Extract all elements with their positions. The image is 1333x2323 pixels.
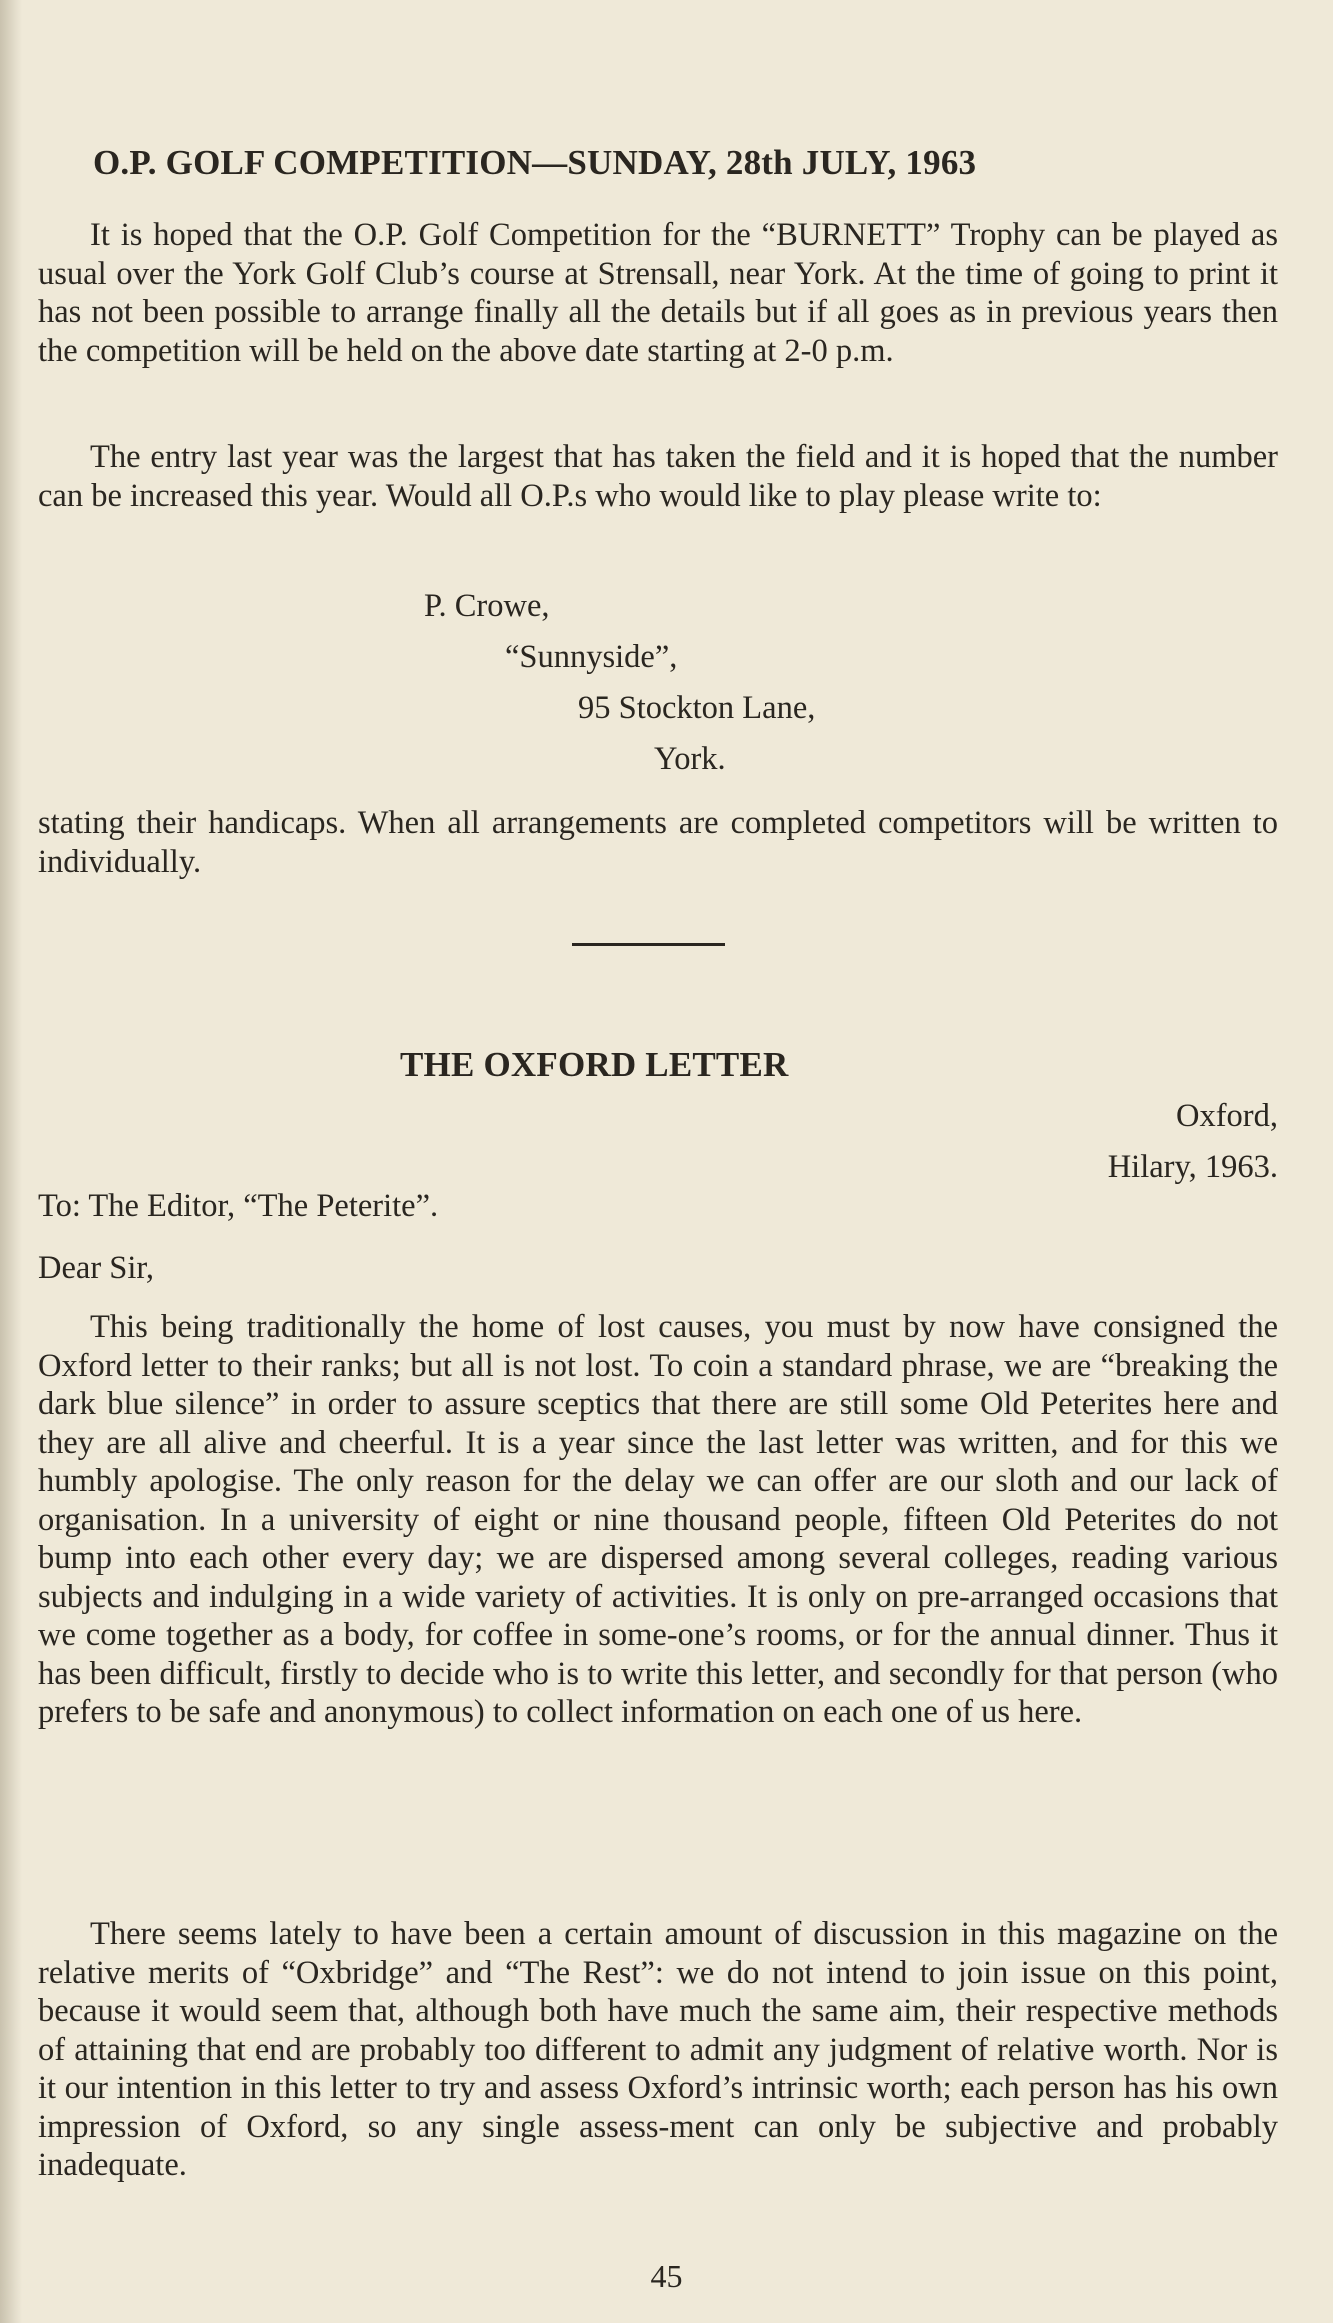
letter-addressee: To: The Editor, “The Peterite”.	[38, 1188, 439, 1224]
oxford-paragraph-2-block	[38, 1915, 1278, 2185]
golf-paragraph-1-block	[38, 216, 1278, 370]
letter-place: Oxford,	[1176, 1098, 1278, 1134]
oxford-paragraph-2: There seems lately to have been a certain amount of discussion in this magazine on the relative merits of “Oxbridge” and “The Rest”: we do not intend to join issue on this point, because it would seem that, although both have much the same aim, their respective methods of attaining that end are probably too different to admit any judgment of relative worth. Nor is it our intention in this letter to try and assess Oxford’s intrinsic worth; each person has his own impression of Oxford, so any single assess-ment can only be subjective and probably inadequate.	[38, 1916, 1278, 2183]
spine-shadow	[0, 0, 22, 2323]
golf-paragraph-3: stating their handicaps. When all arrangements are completed competitors will be written to individually.	[38, 805, 1278, 880]
address-street: 95 Stockton Lane,	[578, 690, 816, 726]
golf-heading: O.P. GOLF COMPETITION—SUNDAY, 28th JULY, 1963	[93, 143, 977, 182]
letter-date: Hilary, 1963.	[1107, 1149, 1278, 1185]
oxford-paragraph-1: This being traditionally the home of lost causes, you must by now have consigned the Oxford letter to their ranks; but all is not lost. To coin a standard phrase, we are “breaking the dark blue silence” in order to assure sceptics that there are still some Old Peterites here and they are all alive and cheerful. It is a year since the last letter was written, and for this we humbly apologise. The only reason for the delay we can offer are our sloth and our lack of organisation. In a university of eight or nine thousand people, fifteen Old Peterites do not bump into each other every day; we are dispersed among several colleges, reading various subjects and indulging in a wide variety of activities. It is only on pre-arranged occasions that we come together as a body, for coffee in some-one’s rooms, or for the annual dinner. Thus it has been difficult, firstly to decide who is to write this letter, and secondly for that person (who prefers to be safe and anonymous) to collect information on each one of us here.	[38, 1309, 1278, 1730]
oxford-paragraph-1-block	[38, 1308, 1278, 1732]
address-name: P. Crowe,	[424, 588, 550, 624]
oxford-heading: THE OXFORD LETTER	[400, 1045, 789, 1084]
golf-paragraph-1: It is hoped that the O.P. Golf Competition for the “BURNETT” Trophy can be played as usual over the York Golf Club’s course at Strensall, near York. At the time of going to print it has not been possible to arrange finally all the details but if all goes as in previous years then the competition will be held on the above date starting at 2-0 p.m.	[38, 217, 1278, 369]
golf-paragraph-2-block	[38, 438, 1278, 515]
golf-paragraph-2: The entry last year was the largest that has taken the field and it is hoped that the number can be increased this year. Would all O.P.s who would like to play please write to:	[38, 439, 1278, 514]
page-number: 45	[650, 2258, 683, 2294]
golf-paragraph-3-block	[38, 804, 1278, 881]
address-town: York.	[654, 741, 726, 777]
letter-salutation: Dear Sir,	[38, 1250, 155, 1286]
address-house: “Sunnyside”,	[505, 639, 678, 675]
section-divider	[572, 943, 725, 946]
